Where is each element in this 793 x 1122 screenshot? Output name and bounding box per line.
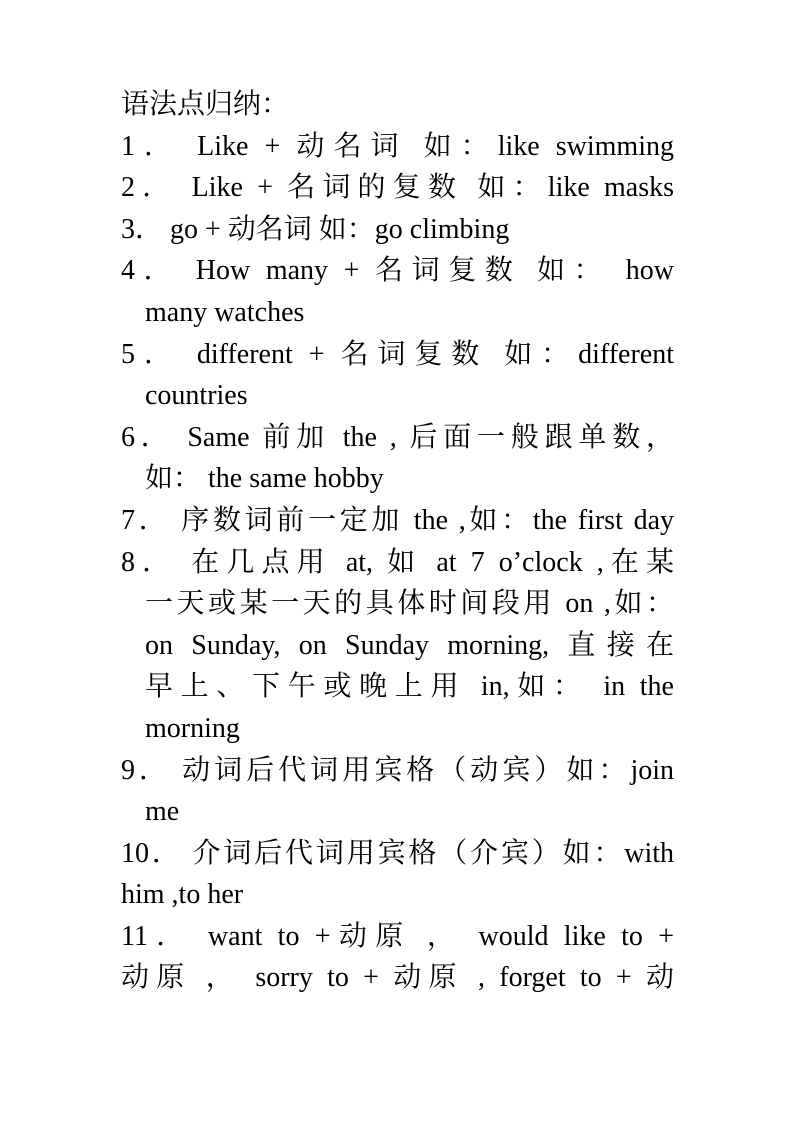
grammar-point-8-continued-4: morning <box>145 712 240 744</box>
grammar-point-10-continued: him ,to her <box>121 879 244 911</box>
grammar-point-5-continued: countries <box>145 380 248 412</box>
grammar-point-4: 4． How many + 名词复数 如： how <box>121 255 674 287</box>
grammar-point-11-continued: 动原 ， sorry to + 动原 , forget to + 动 <box>121 962 674 994</box>
grammar-point-9-continued: me <box>145 796 180 828</box>
grammar-point-8-continued-1: 一天或某一天的具体时间段用 on ,如： <box>145 588 674 620</box>
grammar-point-6-continued: 如： the same hobby <box>145 463 384 495</box>
grammar-point-9: 9． 动词后代词用宾格（动宾）如：join <box>121 754 674 786</box>
grammar-summary <box>121 84 674 999</box>
grammar-point-7: 7． 序数词前一定加 the ,如：the first day <box>121 504 674 536</box>
grammar-point-1: 1． Like + 动名词 如：like swimming <box>121 130 674 162</box>
grammar-point-6: 6． Same 前加 the , 后面一般跟单数， <box>121 421 674 453</box>
grammar-point-8: 8． 在几点用 at, 如 at 7 o’clock ,在某 <box>121 546 674 578</box>
grammar-point-11: 11． want to +动原 ， would like to + <box>121 920 674 952</box>
grammar-point-8-continued-3: 早上、下午或晚上用 in,如： in the <box>145 671 674 703</box>
grammar-point-4-continued: many watches <box>145 296 305 328</box>
grammar-point-8-continued-2: on Sunday, on Sunday morning, 直接在 <box>145 629 674 661</box>
grammar-point-5: 5． different + 名词复数 如：different <box>121 338 674 370</box>
grammar-point-3: 3． go + 动名词 如：go climbing <box>121 213 510 245</box>
section-heading: 语法点归纳： <box>121 89 290 120</box>
grammar-point-2: 2． Like + 名词的复数 如：like masks <box>121 172 674 204</box>
grammar-point-10: 10． 介词后代词用宾格（介宾）如：with <box>121 837 674 869</box>
